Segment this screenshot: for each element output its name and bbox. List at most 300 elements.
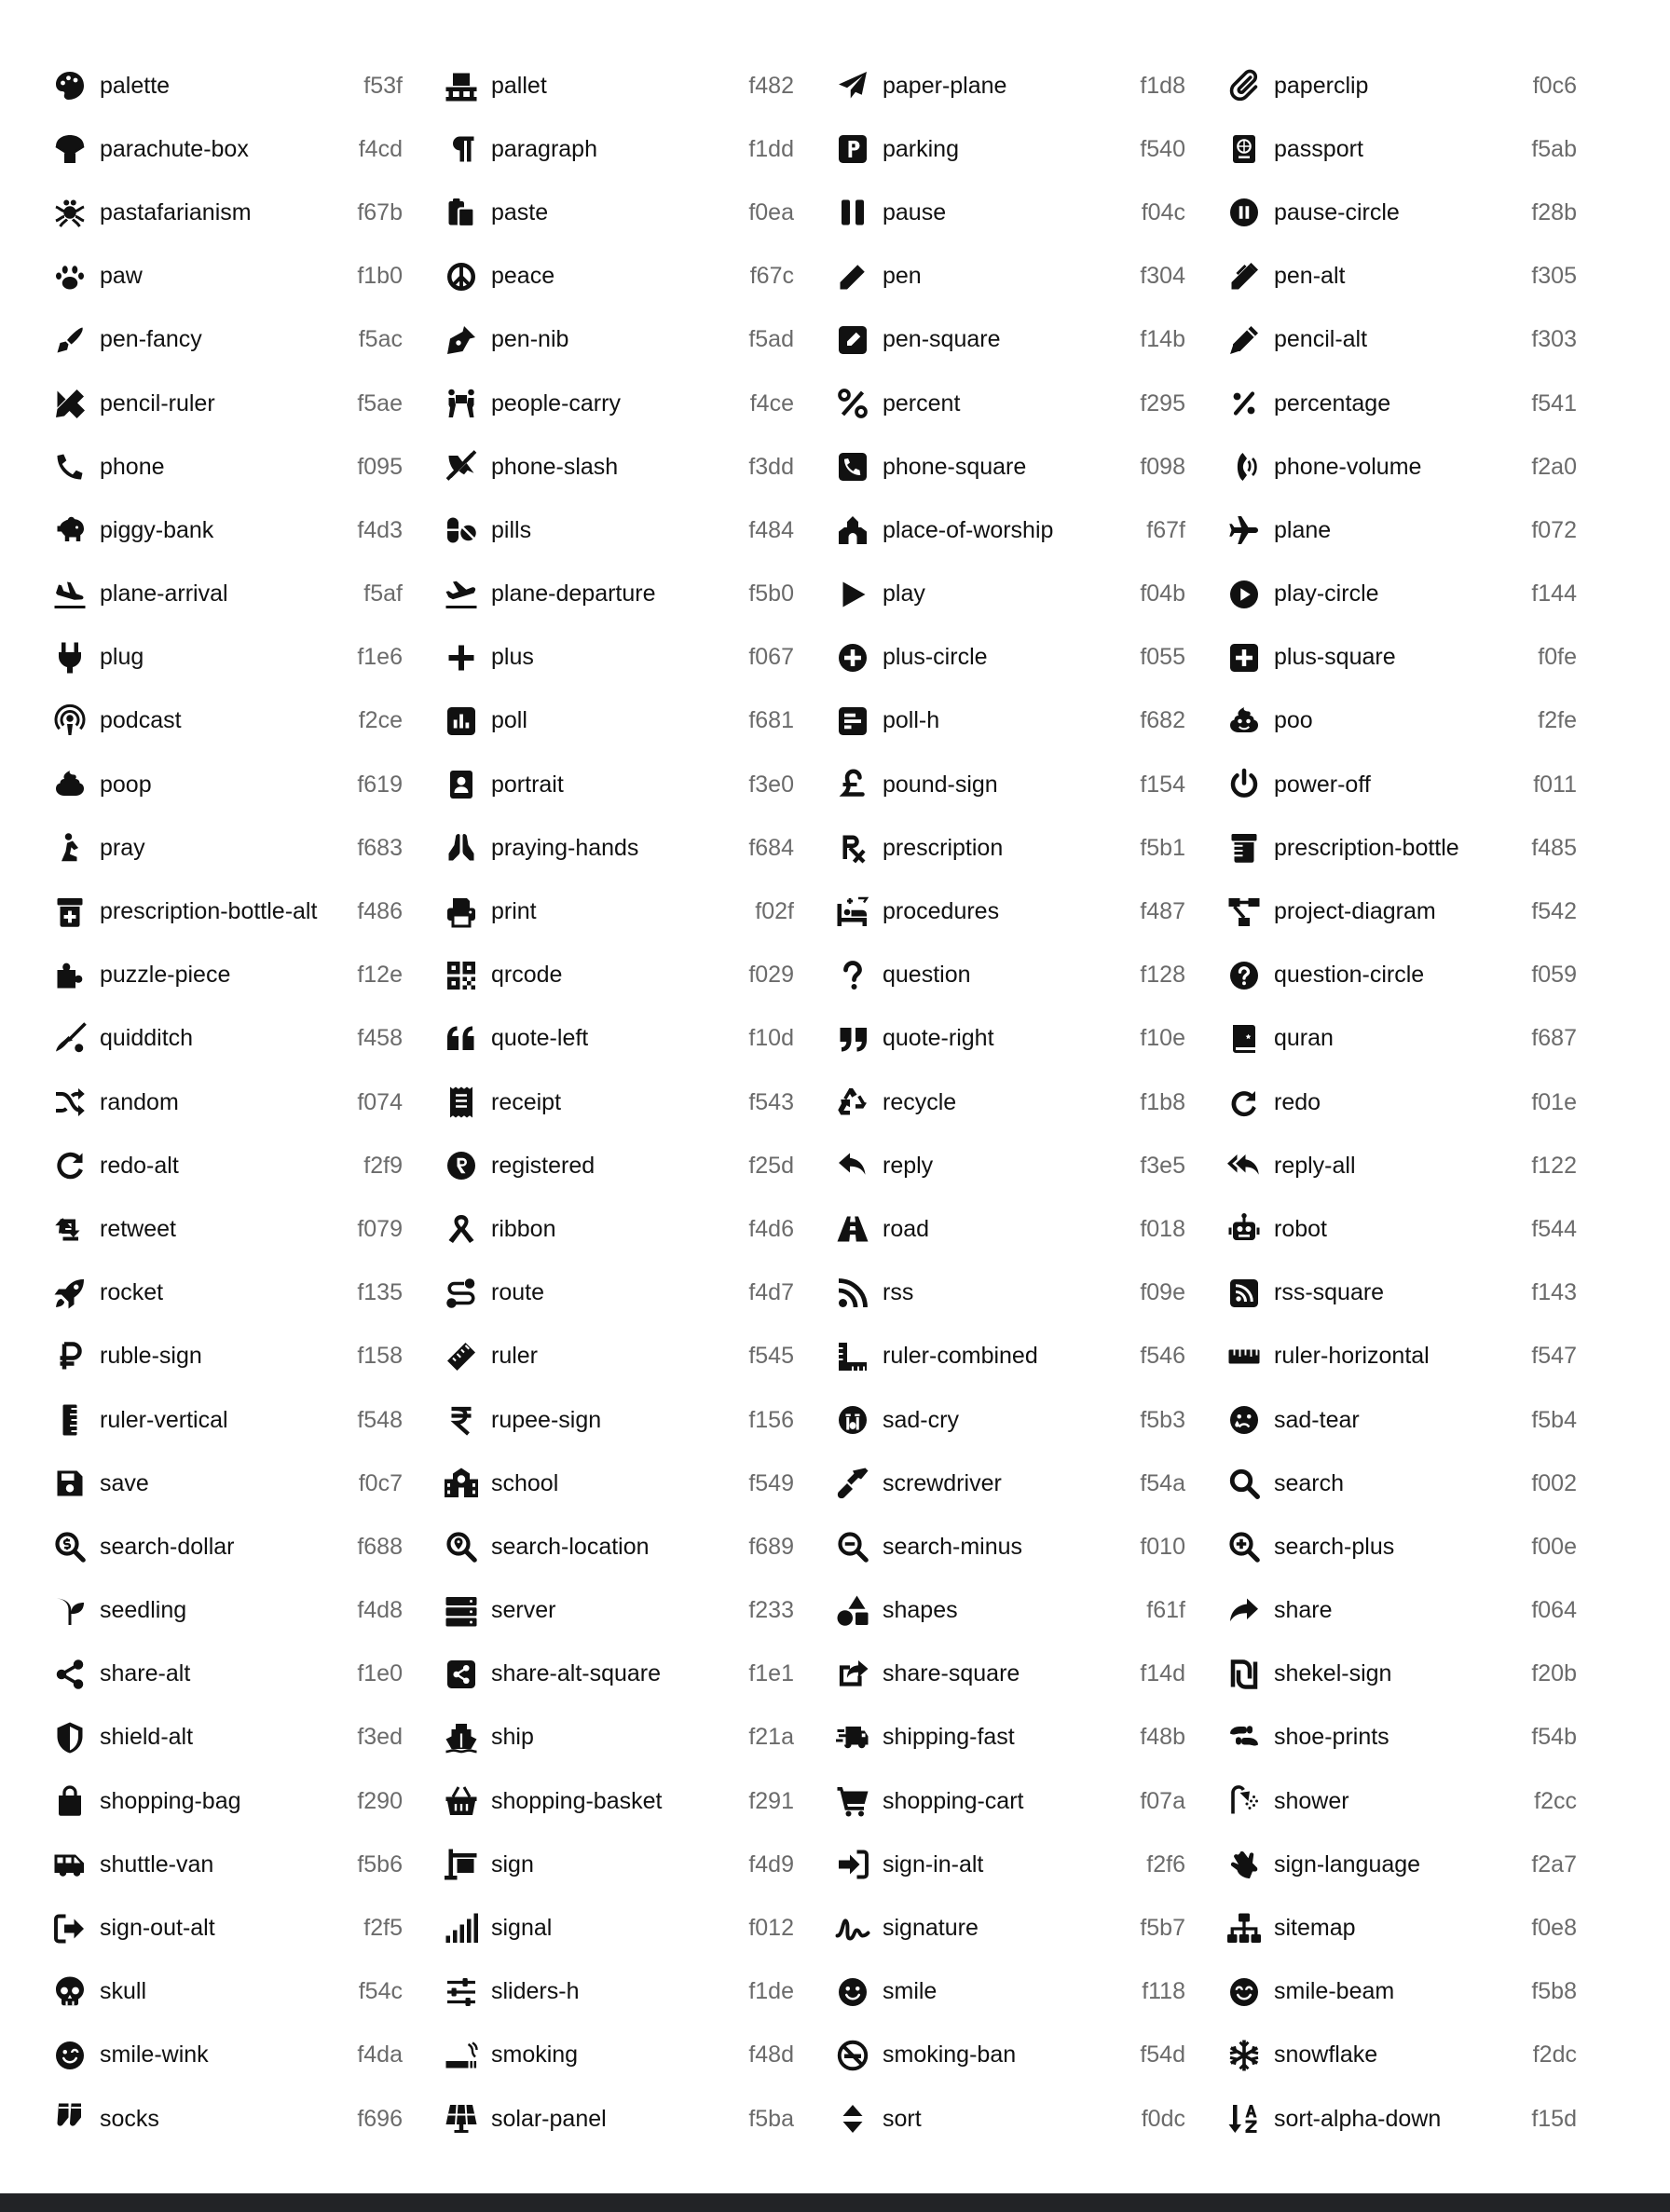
icon-entry [829,1388,1185,1452]
icon-name: prescription-bottle [1274,834,1459,861]
sad-cry-icon [832,1400,873,1441]
pen-alt-icon [1224,256,1265,297]
icon-entry [438,1643,794,1706]
icon-entry [47,1262,403,1325]
retweet-icon [49,1208,90,1249]
icon-name: rss-square [1274,1279,1385,1306]
icon-name: pen-square [883,326,1001,353]
icon-entry [47,117,403,181]
icon-name: search-dollar [100,1533,235,1560]
ship-icon [441,1717,482,1758]
icon-code: f072 [1531,516,1577,543]
pills-icon [441,510,482,551]
icon-entry [438,1896,794,1959]
icon-name: piggy-bank [100,516,214,543]
icon-name: ruler-vertical [100,1406,228,1433]
icon-code: f0e8 [1531,1915,1577,1942]
poo-icon [1224,701,1265,742]
icon-entry [47,308,403,372]
icon-name: ruble-sign [100,1343,202,1370]
screwdriver-icon [832,1463,873,1504]
icon-name: signature [883,1915,979,1942]
random-icon [49,1082,90,1123]
icon-entry [47,1134,403,1197]
server-icon [441,1591,482,1632]
icon-name: smile-beam [1274,1978,1395,2005]
paw-icon [49,256,90,297]
icon-code: f5af [363,580,403,608]
icon-entry [47,944,403,1007]
icon-name: poop [100,771,152,798]
icon-code: f4d6 [748,1215,794,1242]
icon-code: f2dc [1532,2041,1577,2069]
icon-code: f291 [748,1787,794,1814]
icon-entry [1221,1833,1577,1896]
icon-entry [1221,1325,1577,1388]
icon-code: f484 [748,516,794,543]
sitemap-icon [1224,1908,1265,1949]
icon-entry [47,1007,403,1071]
icon-entry [47,1388,403,1452]
icon-code: f10e [1140,1025,1185,1052]
piggy-bank-icon [49,510,90,551]
icon-entry [438,372,794,435]
icon-name: quidditch [100,1025,194,1052]
icon-entry [438,1388,794,1452]
pen-square-icon [832,320,873,361]
icon-name: server [491,1597,556,1624]
pencil-alt-icon [1224,320,1265,361]
icon-name: paperclip [1274,72,1369,99]
icon-name: pencil-ruler [100,389,215,416]
redo-alt-icon [49,1145,90,1186]
shield-alt-icon [49,1717,90,1758]
icon-name: play-circle [1274,580,1379,608]
icon-entry [438,181,794,244]
search-location-icon [441,1526,482,1567]
icon-entry [47,1197,403,1261]
icon-code: f012 [748,1915,794,1942]
icon-code: f67f [1146,516,1185,543]
icon-entry [1221,1134,1577,1197]
icon-code: f5b3 [1140,1406,1185,1433]
icon-code: f2f5 [363,1915,403,1942]
icon-name: sort [883,2105,922,2132]
icon-code: f21a [748,1724,794,1751]
prescription-icon [832,827,873,868]
pound-sign-icon [832,764,873,805]
robot-icon [1224,1208,1265,1249]
icon-name: paste [491,198,549,225]
icon-code: f135 [357,1279,403,1306]
icon-entry [47,435,403,498]
seedling-icon [49,1591,90,1632]
icon-entry [438,2024,794,2087]
icon-entry [438,1960,794,2024]
icon-entry [47,1452,403,1515]
paragraph-icon [441,129,482,170]
icon-code: f0ea [748,198,794,225]
icon-entry [438,1833,794,1896]
icon-code: f684 [748,834,794,861]
icon-name: ribbon [491,1215,556,1242]
icon-name: question-circle [1274,962,1425,989]
icon-code: f5ba [748,2105,794,2132]
pen-nib-icon [441,320,482,361]
icon-code: f158 [357,1343,403,1370]
share-icon [1224,1591,1265,1632]
icon-entry [1221,2024,1577,2087]
shopping-bag-icon [49,1781,90,1822]
icon-entry [47,1706,403,1769]
icon-entry [829,1134,1185,1197]
icon-code: f029 [748,962,794,989]
icon-name: quote-left [491,1025,589,1052]
icon-name: road [883,1215,930,1242]
icon-code: f118 [1142,1978,1185,2005]
icon-name: share [1274,1597,1333,1624]
icon-name: search [1274,1469,1345,1496]
poop-icon [49,764,90,805]
icon-code: f1d8 [1140,72,1185,99]
icon-code: f5b6 [357,1850,403,1877]
icon-name: quran [1274,1025,1334,1052]
icon-name: signal [491,1915,553,1942]
question-circle-icon [1224,955,1265,996]
icon-entry [829,181,1185,244]
icon-name: smoking-ban [883,2041,1017,2069]
plug-icon [49,637,90,678]
qrcode-icon [441,955,482,996]
icon-code: f687 [1531,1025,1577,1052]
socks-icon [49,2098,90,2139]
icon-code: f095 [357,453,403,480]
shipping-fast-icon [832,1717,873,1758]
icon-entry [438,753,794,816]
icon-entry [829,1262,1185,1325]
icon-name: people-carry [491,389,621,416]
road-icon [832,1208,873,1249]
icon-entry [1221,626,1577,690]
play-circle-icon [1224,574,1265,615]
icon-code: f48d [748,2041,794,2069]
icon-code: f619 [357,771,403,798]
search-icon [1224,1463,1265,1504]
plus-icon [441,637,482,678]
icon-entry [1221,245,1577,308]
icon-entry [47,1643,403,1706]
icon-name: search-location [491,1533,650,1560]
icon-code: f548 [357,1406,403,1433]
smile-wink-icon [49,2035,90,2076]
icon-entry [1221,435,1577,498]
icon-code: f53f [363,72,403,99]
icon-code: f4d7 [748,1279,794,1306]
icon-code: f098 [1140,453,1185,480]
procedures-icon [832,892,873,933]
icon-code: f154 [1140,771,1185,798]
icon-entry [438,1197,794,1261]
icon-entry [47,245,403,308]
icon-code: f54b [1531,1724,1577,1751]
icon-name: shuttle-van [100,1850,214,1877]
icon-name: pen-fancy [100,326,202,353]
icon-entry [829,1007,1185,1071]
icon-name: registered [491,1152,595,1179]
share-alt-icon [49,1654,90,1695]
search-minus-icon [832,1526,873,1567]
icon-entry [438,498,794,562]
icon-code: f5ab [1531,135,1577,162]
icon-entry [438,1007,794,1071]
icon-name: route [491,1279,544,1306]
icon-name: pen-nib [491,326,569,353]
quidditch-icon [49,1018,90,1059]
palette-icon [49,65,90,106]
icon-code: f15d [1531,2105,1577,2132]
icon-code: f20b [1531,1660,1577,1687]
icon-entry [1221,372,1577,435]
icon-code: f04c [1141,198,1185,225]
icon-entry [1221,1515,1577,1578]
icon-code: f3ed [357,1724,403,1751]
percent-icon [832,383,873,424]
plus-circle-icon [832,637,873,678]
icon-name: question [883,962,971,989]
quote-right-icon [832,1018,873,1059]
icon-entry [47,753,403,816]
icon-code: f1de [748,1978,794,2005]
icon-entry [47,2024,403,2087]
icon-code: f5ac [358,326,403,353]
icon-code: f09e [1140,1279,1185,1306]
icon-entry [438,690,794,753]
icon-name: redo-alt [100,1152,179,1179]
shapes-icon [832,1591,873,1632]
icon-entry [47,2087,403,2151]
snowflake-icon [1224,2035,1265,2076]
shopping-cart-icon [832,1781,873,1822]
paper-plane-icon [832,65,873,106]
icon-entry [1221,308,1577,372]
icon-name: retweet [100,1215,176,1242]
route-icon [441,1273,482,1314]
icon-entry [829,2024,1185,2087]
icon-entry [47,54,403,117]
icon-name: plus [491,644,534,671]
share-alt-square-icon [441,1654,482,1695]
icon-entry [829,880,1185,943]
icon-name: share-alt [100,1660,191,1687]
icon-code: f02f [755,898,794,925]
icon-name: save [100,1469,149,1496]
icon-name: parking [883,135,959,162]
search-dollar-icon [49,1526,90,1567]
icon-code: f5b0 [748,580,794,608]
icon-name: poo [1274,707,1313,734]
icon-entry [829,1769,1185,1833]
reply-all-icon [1224,1145,1265,1186]
icon-code: f07a [1140,1787,1185,1814]
icon-name: school [491,1469,559,1496]
icon-code: f1e6 [357,644,403,671]
icon-name: sign-language [1274,1850,1421,1877]
redo-icon [1224,1082,1265,1123]
prescription-bottle-alt-icon [49,892,90,933]
icon-name: skull [100,1978,147,2005]
icon-name: shekel-sign [1274,1660,1392,1687]
icon-code: f1dd [748,135,794,162]
icon-entry [829,753,1185,816]
icon-code: f002 [1531,1469,1577,1496]
icon-entry [829,2087,1185,2151]
icon-code: f122 [1531,1152,1577,1179]
icon-code: f544 [1531,1215,1577,1242]
icon-entry [829,1325,1185,1388]
icon-entry [438,1515,794,1578]
icon-code: f486 [357,898,403,925]
icon-code: f541 [1531,389,1577,416]
icon-name: portrait [491,771,564,798]
parking-icon [832,129,873,170]
icon-name: reply [883,1152,934,1179]
icon-entry [1221,1643,1577,1706]
place-of-worship-icon [832,510,873,551]
icon-code: f2fe [1538,707,1577,734]
icon-code: f54a [1140,1469,1185,1496]
icon-code: f5b7 [1140,1915,1185,1942]
quote-left-icon [441,1018,482,1059]
icon-name: pen [883,263,922,290]
shekel-sign-icon [1224,1654,1265,1695]
icon-code: f543 [748,1088,794,1115]
recycle-icon [832,1082,873,1123]
icon-name: pause-circle [1274,198,1400,225]
icon-code: f3e5 [1140,1152,1185,1179]
icon-code: f304 [1140,263,1185,290]
people-carry-icon [441,383,482,424]
pause-circle-icon [1224,192,1265,233]
icon-entry [1221,498,1577,562]
portrait-icon [441,764,482,805]
icon-name: sliders-h [491,1978,580,2005]
icon-code: f2a0 [1531,453,1577,480]
icon-entry [1221,1388,1577,1452]
icon-entry [47,372,403,435]
puzzle-piece-icon [49,955,90,996]
icon-code: f1e1 [748,1660,794,1687]
icon-code: f0fe [1538,644,1577,671]
icon-name: palette [100,72,171,99]
plane-departure-icon [441,574,482,615]
icon-code: f3dd [748,453,794,480]
icon-name: place-of-worship [883,516,1054,543]
icon-code: f290 [357,1787,403,1814]
icon-code: f549 [748,1469,794,1496]
icon-entry [829,690,1185,753]
icon-entry [47,1960,403,2024]
icon-code: f018 [1140,1215,1185,1242]
icon-code: f303 [1531,326,1577,353]
icon-name: snowflake [1274,2041,1378,2069]
rss-icon [832,1273,873,1314]
rss-square-icon [1224,1273,1265,1314]
icon-code: f01e [1531,1088,1577,1115]
smoking-icon [441,2035,482,2076]
icon-code: f2f6 [1146,1850,1185,1877]
icon-name: rupee-sign [491,1406,602,1433]
icon-entry [47,1071,403,1134]
sign-in-alt-icon [832,1844,873,1885]
icon-entry [1221,1769,1577,1833]
icon-entry [1221,563,1577,626]
icon-name: search-plus [1274,1533,1395,1560]
share-square-icon [832,1654,873,1695]
icon-name: pound-sign [883,771,998,798]
icon-name: reply-all [1274,1152,1356,1179]
icon-entry [829,1960,1185,2024]
icon-name: poll [491,707,527,734]
pallet-icon [441,65,482,106]
icon-code: f485 [1531,834,1577,861]
icon-name: phone-volume [1274,453,1422,480]
icon-name: redo [1274,1088,1321,1115]
shower-icon [1224,1781,1265,1822]
icon-name: power-off [1274,771,1371,798]
icon-name: pencil-alt [1274,326,1368,353]
sliders-h-icon [441,1972,482,2013]
icon-name: share-square [883,1660,1020,1687]
icon-code: f5b8 [1531,1978,1577,2005]
icon-name: ruler [491,1343,539,1370]
icon-code: f1b0 [357,263,403,290]
icon-entry [438,1579,794,1643]
icon-name: peace [491,263,555,290]
plane-icon [1224,510,1265,551]
icon-code: f074 [357,1088,403,1115]
icon-entry [829,1706,1185,1769]
icon-entry [438,816,794,880]
icon-entry [47,626,403,690]
passport-icon [1224,129,1265,170]
icon-code: f064 [1531,1597,1577,1624]
icon-name: solar-panel [491,2105,607,2132]
shopping-basket-icon [441,1781,482,1822]
sort-icon [832,2098,873,2139]
icon-code: f2a7 [1531,1850,1577,1877]
icon-code: f2f9 [363,1152,403,1179]
icon-name: sort-alpha-down [1274,2105,1442,2132]
icon-code: f67c [749,263,794,290]
pause-icon [832,192,873,233]
icon-entry [47,1579,403,1643]
icon-code: f682 [1140,707,1185,734]
icon-name: play [883,580,925,608]
icon-name: smile [883,1978,938,2005]
icon-code: f546 [1140,1343,1185,1370]
icon-entry [829,245,1185,308]
icon-code: f4ce [749,389,794,416]
rupee-sign-icon [441,1400,482,1441]
icon-entry [829,54,1185,117]
ruler-horizontal-icon [1224,1336,1265,1377]
icon-name: recycle [883,1088,957,1115]
search-plus-icon [1224,1526,1265,1567]
rocket-icon [49,1273,90,1314]
icon-name: phone-slash [491,453,619,480]
icon-code: f458 [357,1025,403,1052]
icon-name: rocket [100,1279,164,1306]
